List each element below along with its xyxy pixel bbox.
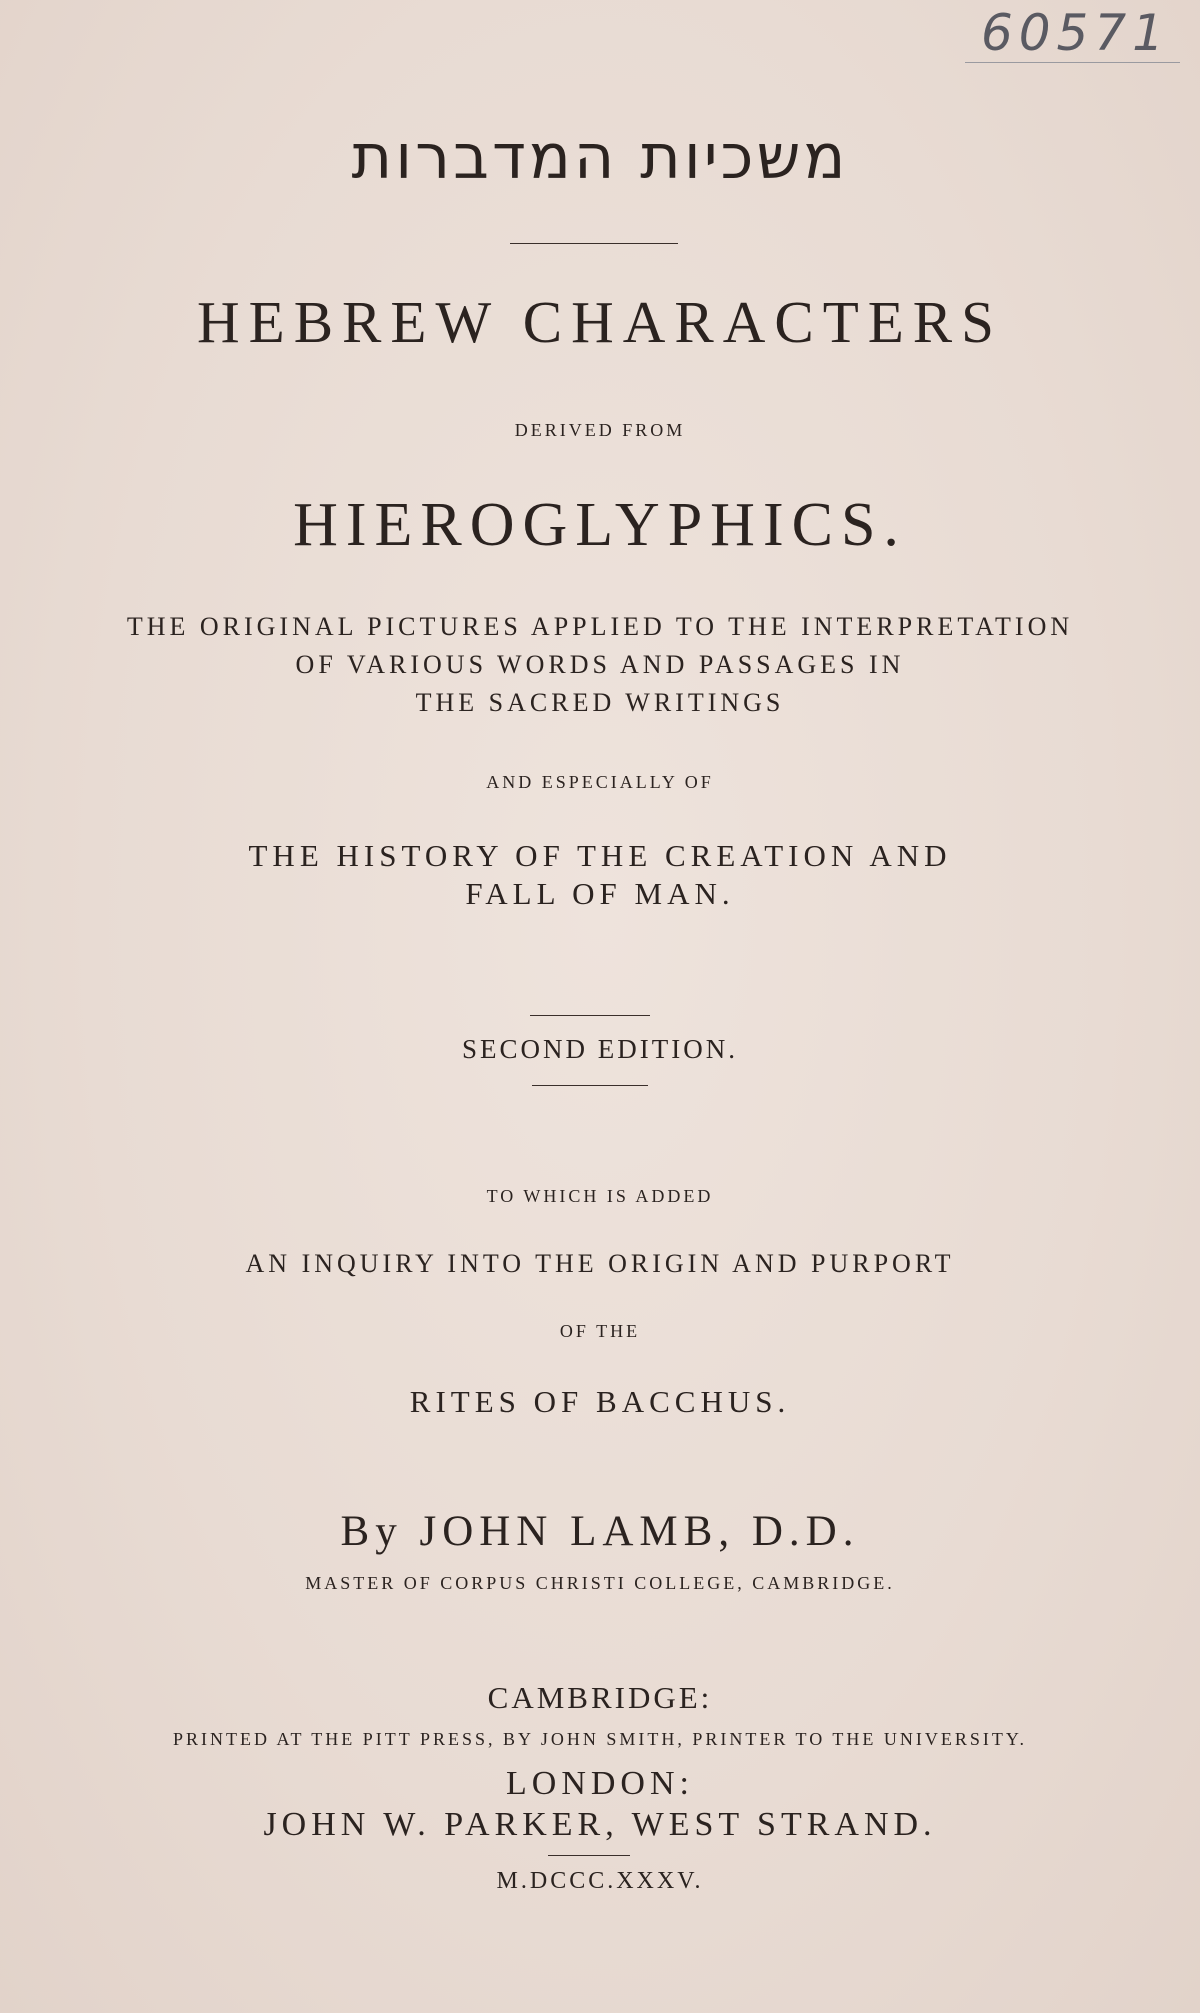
history-line: THE HISTORY OF THE CREATION AND bbox=[248, 838, 952, 873]
especially-of-line: AND ESPECIALLY OF bbox=[486, 772, 714, 792]
rule-divider-edition-top bbox=[530, 1015, 650, 1016]
rites-title: RITES OF BACCHUS. bbox=[409, 1384, 791, 1419]
printer-line: PRINTED AT THE PITT PRESS, BY JOHN SMITH, PRINTER TO THE UNIVERSITY. bbox=[172, 1729, 1028, 1749]
derived-from-line: DERIVED FROM bbox=[514, 420, 686, 440]
subtitle-line: OF VARIOUS WORDS AND PASSAGES IN bbox=[295, 650, 905, 679]
handwritten-underline bbox=[965, 62, 1180, 63]
hebrew-title: משכיות המדברות bbox=[351, 120, 849, 193]
london-line: LONDON: bbox=[506, 1765, 694, 1802]
subtitle-line: THE SACRED WRITINGS bbox=[415, 688, 785, 717]
rule-divider-date bbox=[548, 1855, 630, 1856]
imprint-city: CAMBRIDGE: bbox=[487, 1680, 713, 1715]
author-position-line: MASTER OF CORPUS CHRISTI COLLEGE, CAMBRIDGE. bbox=[305, 1573, 895, 1593]
edition-line: SECOND EDITION. bbox=[462, 1034, 738, 1064]
publisher-line: JOHN W. PARKER, WEST STRAND. bbox=[263, 1806, 937, 1843]
hieroglyphics-title: HIEROGLYPHICS. bbox=[293, 491, 907, 559]
history-line: FALL OF MAN. bbox=[465, 876, 735, 911]
handwritten-catalog-number: 60571 bbox=[980, 4, 1170, 62]
added-line: TO WHICH IS ADDED bbox=[486, 1186, 714, 1206]
author-line: By JOHN LAMB, D.D. bbox=[340, 1508, 860, 1555]
subtitle-line: THE ORIGINAL PICTURES APPLIED TO THE INTERPRETATION bbox=[126, 612, 1074, 641]
date-line: M.DCCC.XXXV. bbox=[496, 1868, 704, 1894]
main-title: HEBREW CHARACTERS bbox=[197, 289, 1003, 355]
of-the-line: OF THE bbox=[559, 1321, 641, 1341]
rule-divider-top bbox=[510, 243, 678, 244]
rule-divider-edition-bottom bbox=[532, 1085, 648, 1086]
inquiry-line: AN INQUIRY INTO THE ORIGIN AND PURPORT bbox=[245, 1249, 955, 1278]
